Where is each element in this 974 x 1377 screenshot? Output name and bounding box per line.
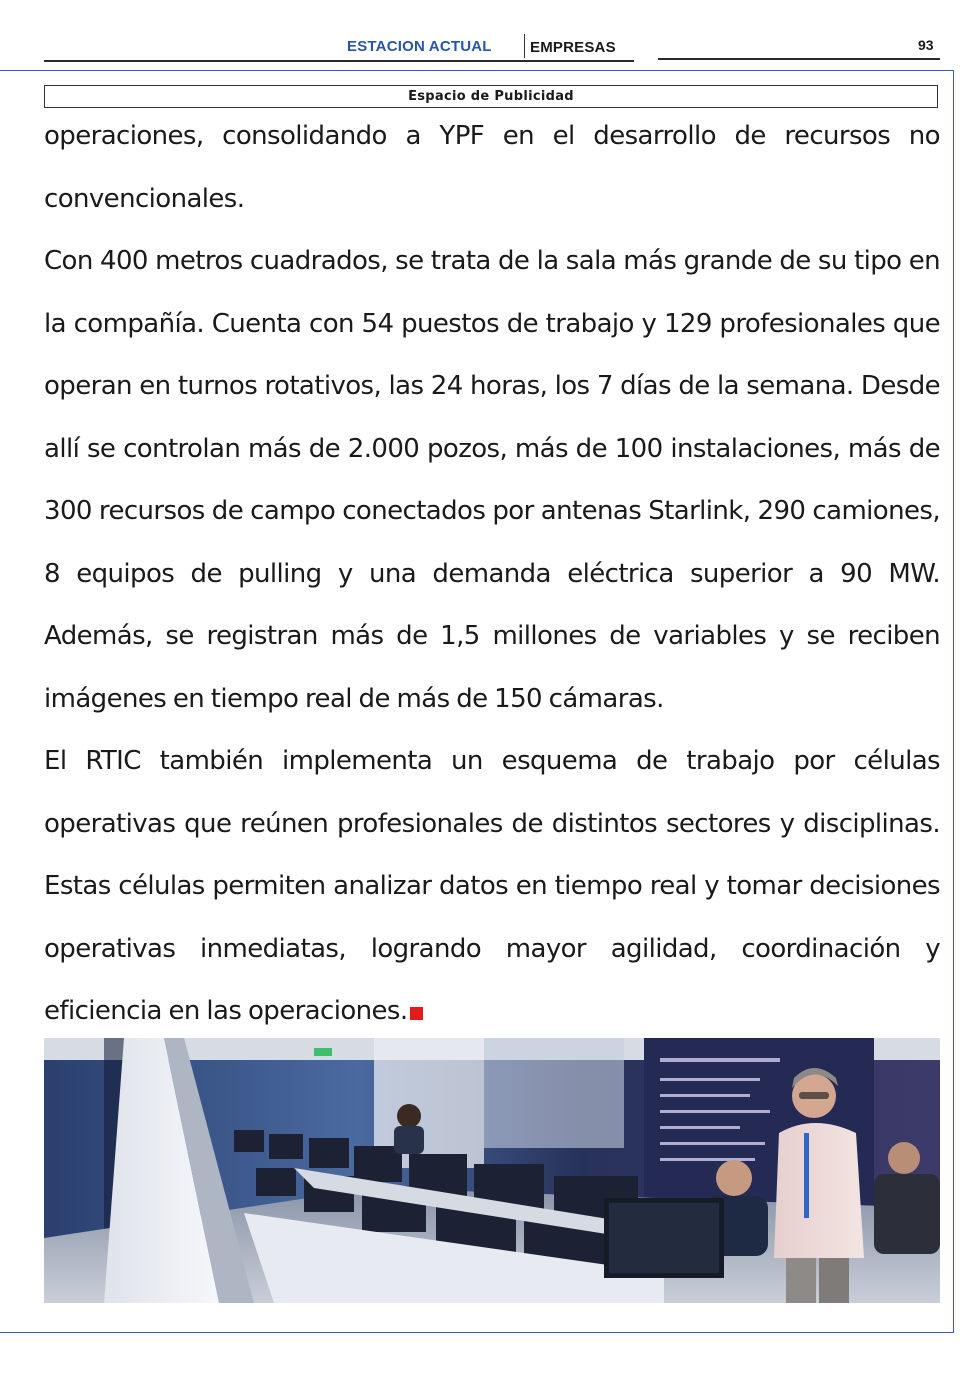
paragraph-3-text: El RTIC también implementa un esquema de trabajo por células operativas que reúnen profesionales de distintos sectores y disciplinas. Estas células permiten analizar datos en tiempo real y tomar decisiones operativas inmediatas, logrando mayor agilidad, coordinación y eficiencia en las operaciones.	[44, 746, 940, 1026]
article-body	[44, 105, 940, 1043]
header-rule-right	[658, 58, 940, 60]
frame-right-line	[953, 70, 954, 1333]
header-rule-left	[44, 60, 634, 62]
paragraph-2: Con 400 metros cuadrados, se trata de la sala más grande de su tipo en la compañía. Cuenta con 54 puestos de trabajo y 129 profesionales que operan en turnos rotativos, las 24 horas, los 7 días de la semana. Desde allí se controlan más de 2.000 pozos, más de 100 instalaciones, más de 300 recursos de campo conectados por antenas Starlink, 290 camiones, 8 equipos de pulling y una demanda eléctrica superior a 90 MW. Además, se registran más de 1,5 millones de variables y se reciben imágenes en tiempo real de más de 150 cámaras.	[44, 246, 940, 714]
ad-label: Espacio de Publicidad	[408, 89, 574, 104]
page-number: 93	[918, 37, 934, 53]
frame-top-line	[0, 70, 954, 71]
paragraph-1: operaciones, consolidando a YPF en el desarrollo de recursos no convencionales.	[44, 121, 940, 214]
paragraph-3	[44, 730, 940, 1043]
section-label: ESTACION ACTUAL	[347, 38, 492, 55]
category-label: EMPRESAS	[530, 39, 616, 56]
header-divider	[524, 34, 525, 58]
frame-bottom-line	[0, 1332, 954, 1333]
control-room-photo	[44, 1038, 940, 1303]
red-square-icon	[410, 1007, 423, 1020]
control-room-illustration	[44, 1038, 940, 1303]
